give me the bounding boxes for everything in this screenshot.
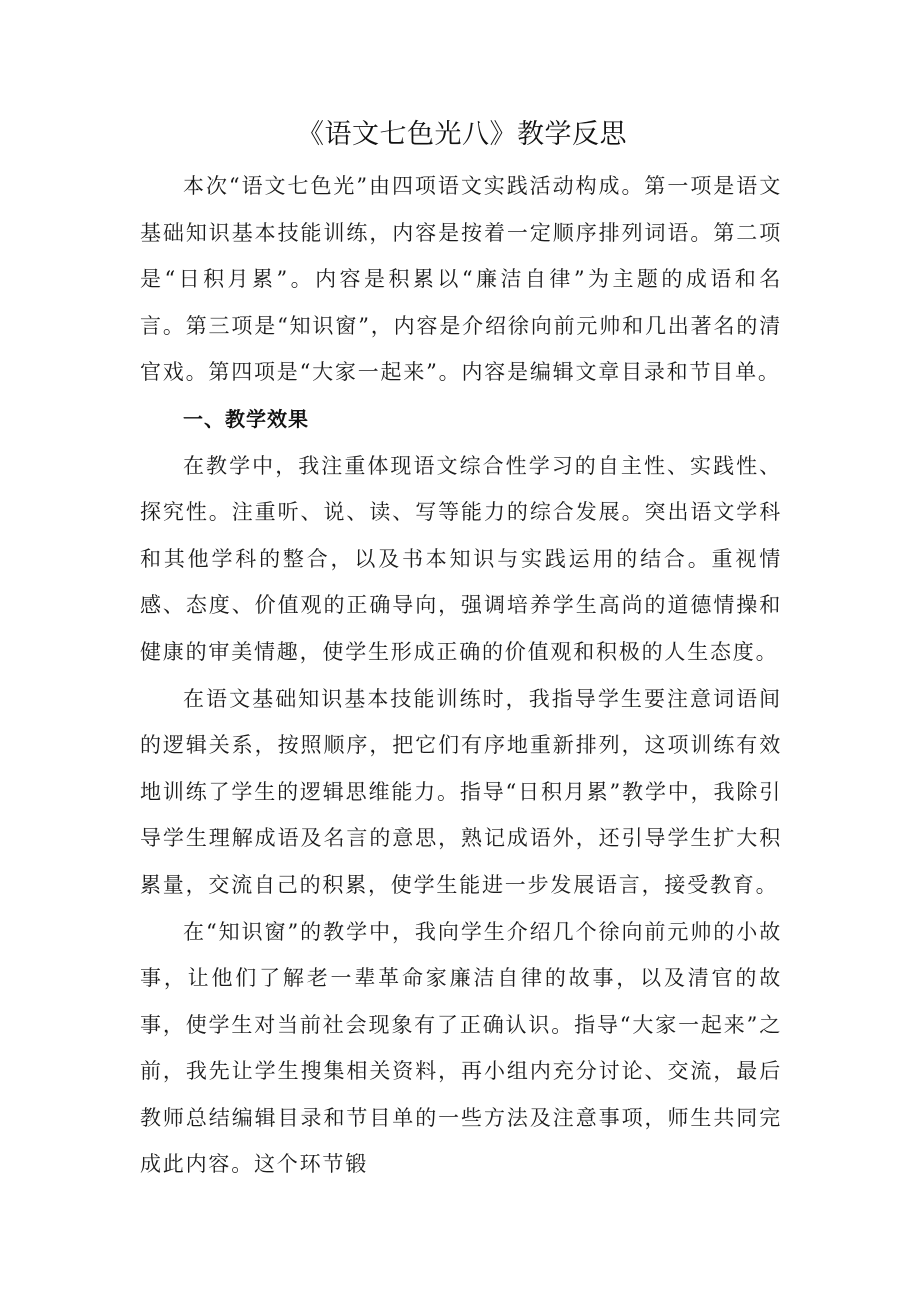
document-body bbox=[140, 163, 782, 1188]
section-heading-teaching-effect: 一、教学效果 bbox=[183, 406, 309, 431]
paragraph-basic-skills-training: 在语文基础知识基本技能训练时，我指导学生要注意词语间的逻辑关系，按照顺序，把它们有序地重新排列，这项训练有效地训练了学生的逻辑思维能力。指导“日积月累”教学中，我除引导学生理解成语及名言的意思，熟记成语外，还引导学生扩大积累量，交流自己的积累，使学生能进一步发展语言，接受教育。 bbox=[140, 686, 782, 897]
document-title: 《语文七色光八》教学反思 bbox=[297, 119, 627, 150]
intro-paragraph: 本次“语文七色光”由四项语文实践活动构成。第一项是语文基础知识基本技能训练，内容是按着一定顺序排列词语。第二项是“日积月累”。内容是积累以“廉洁自律”为主题的成语和名言。第三项是“知识窗”，内容是介绍徐向前元帅和几出著名的清官戏。第四项是“大家一起来”。内容是编辑文章目录和节目单。 bbox=[140, 174, 782, 385]
paragraph-comprehensive-learning: 在教学中，我注重体现语文综合性学习的自主性、实践性、探究性。注重听、说、读、写等能力的综合发展。突出语文学科和其他学科的整合，以及书本知识与实践运用的结合。重视情感、态度、价值观的正确导向，强调培养学生高尚的道德情操和健康的审美情趣，使学生形成正确的价值观和积极的人生态度。 bbox=[140, 453, 782, 664]
paragraph-knowledge-window: 在“知识窗”的教学中，我向学生介绍几个徐向前元帅的小故事，让他们了解老一辈革命家廉洁自律的故事，以及清官的故事，使学生对当前社会现象有了正确认识。指导“大家一起来”之前，我先让学生搜集相关资料，再小组内充分讨论、交流，最后教师总结编辑目录和节目单的一些方法及注意事项，师生共同完成此内容。这个环节锻 bbox=[140, 919, 782, 1177]
